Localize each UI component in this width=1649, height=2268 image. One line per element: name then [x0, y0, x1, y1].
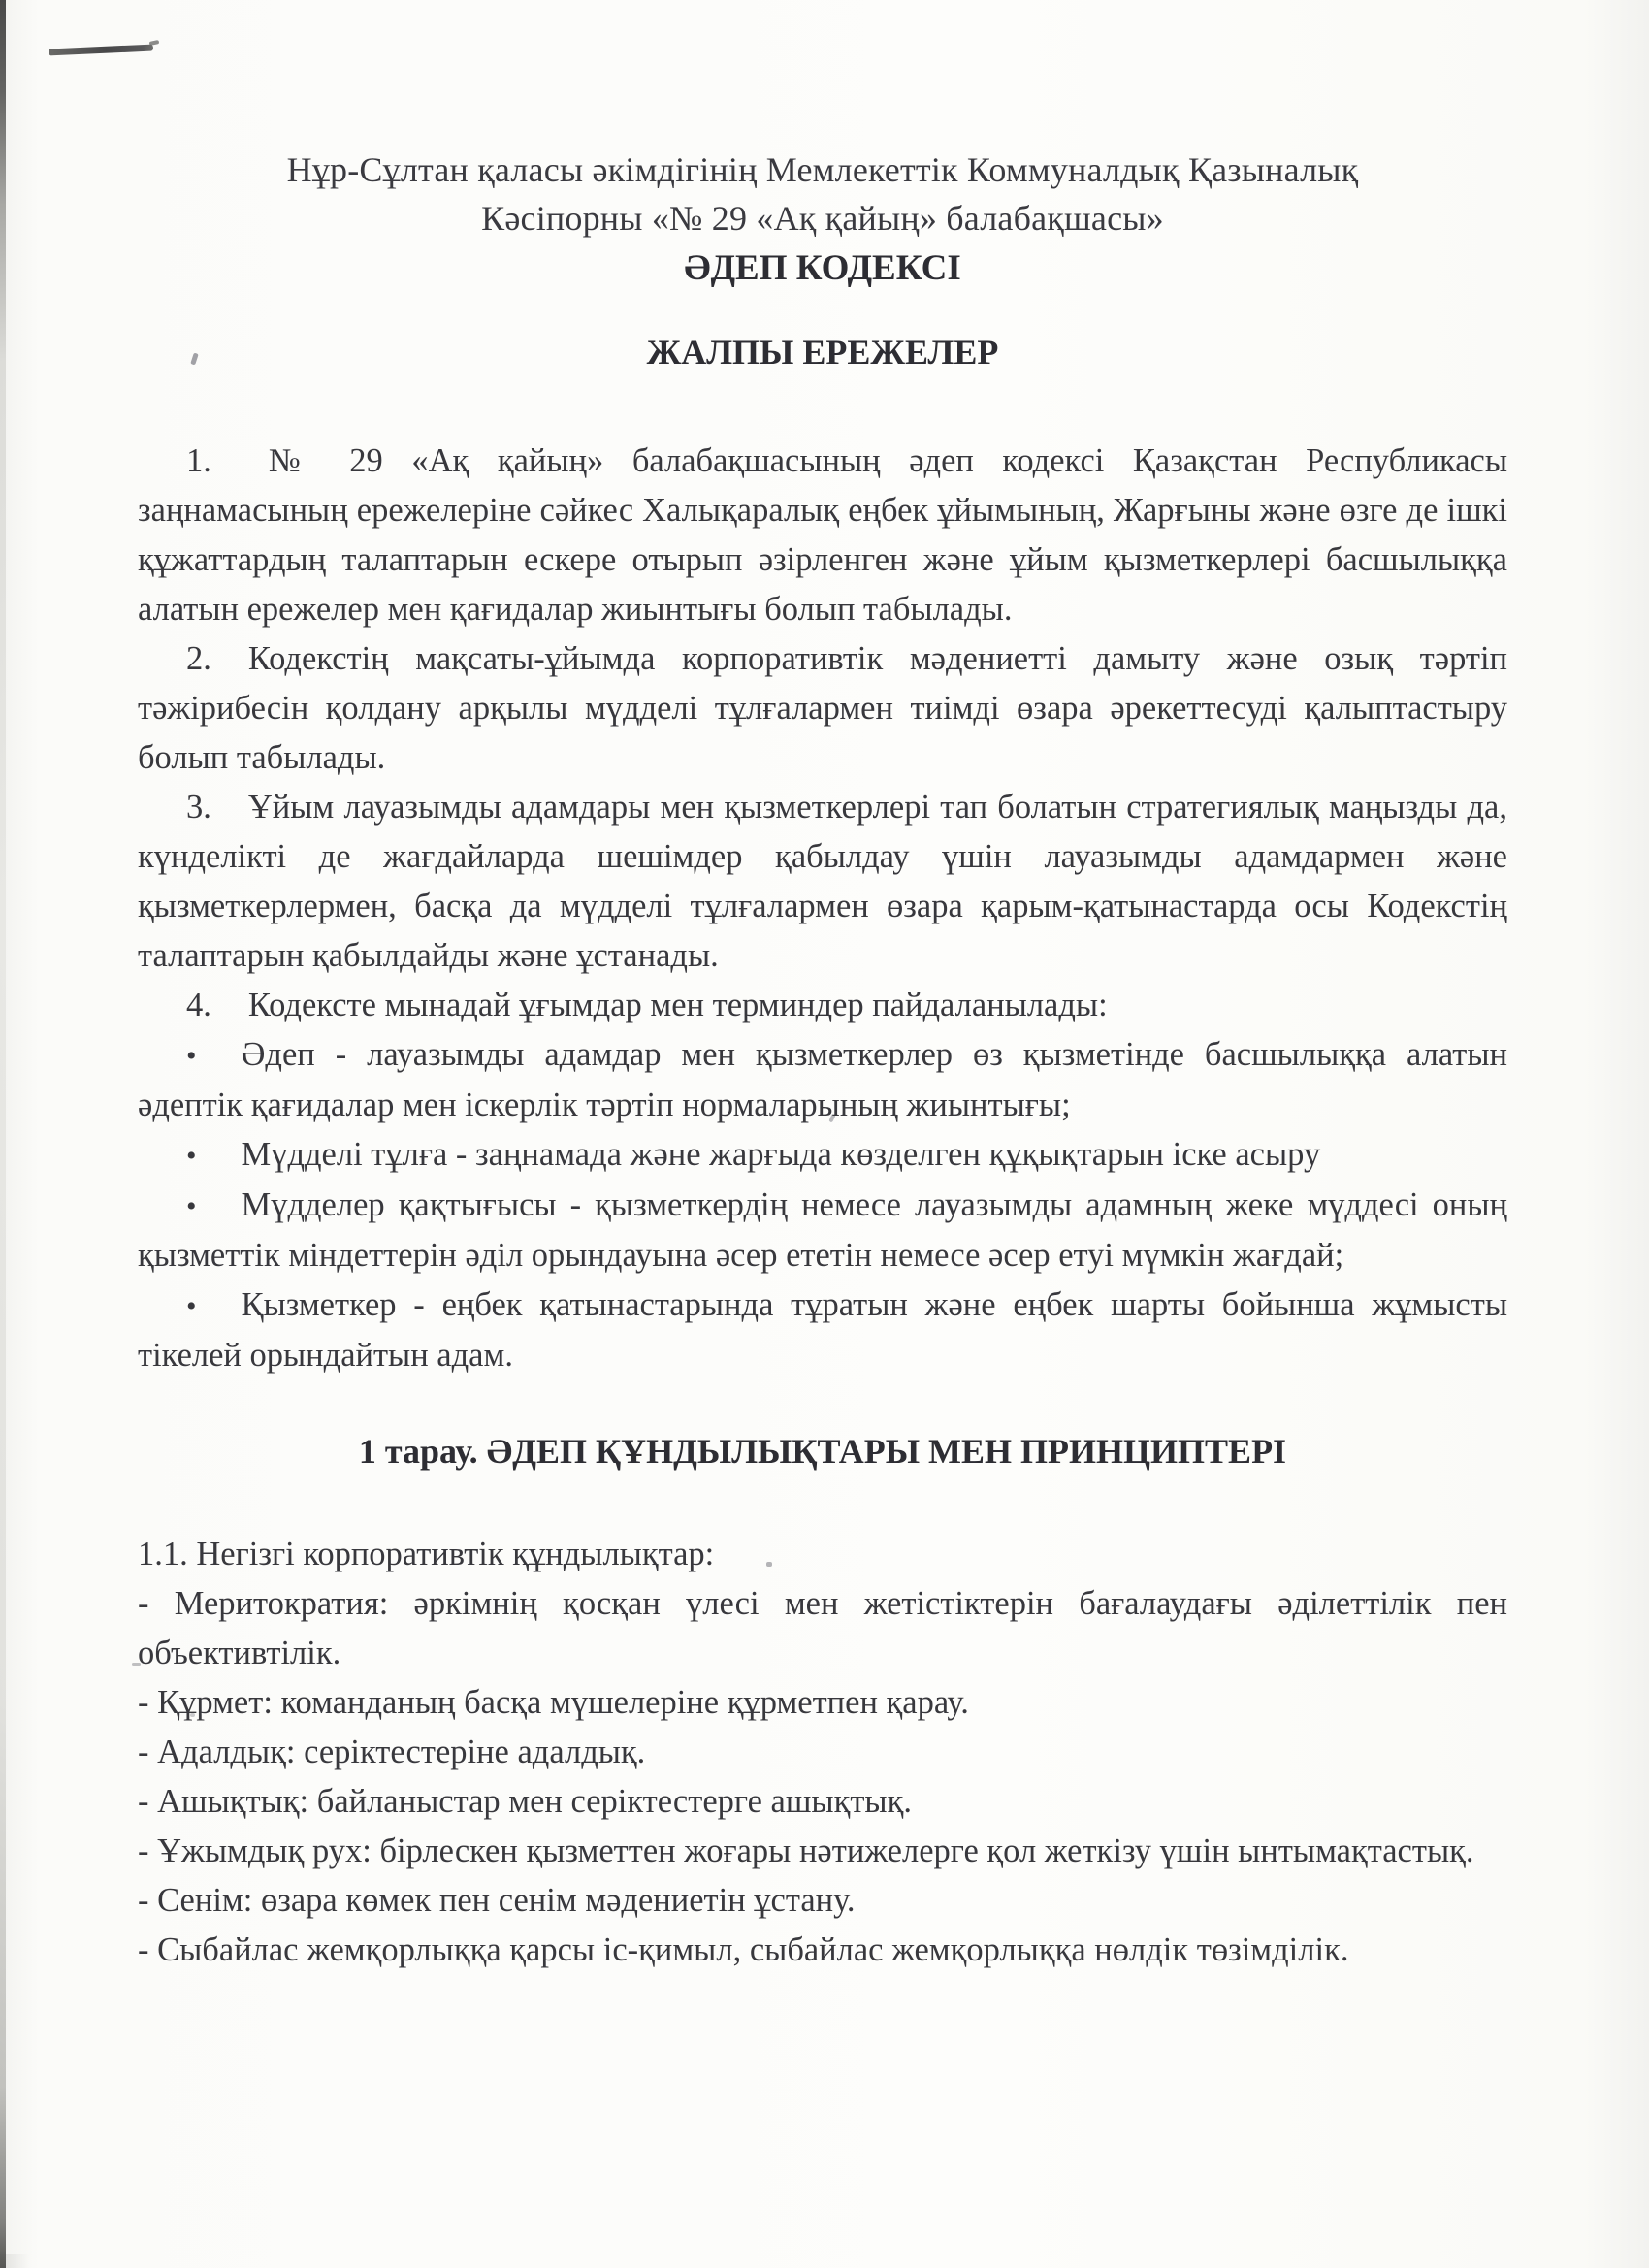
- numbered-paragraph: [138, 437, 1507, 634]
- definition-item: [138, 1280, 1507, 1380]
- chapter-1-heading: 1 тарау. ӘДЕП ҚҰНДЫЛЫҚТАРЫ МЕН ПРИНЦИПТЕРІ: [358, 1432, 1287, 1471]
- bullet-icon: •: [186, 1190, 197, 1222]
- definition-text: Әдеп - лауазымды адамдар мен қызметкерлер өз қызметінде басшылыққа алатын әдептік қағидалар мен іскерлік тәртіп нормаларының жиынтығы;: [138, 1036, 1507, 1123]
- bullet-icon: •: [186, 1290, 197, 1322]
- organization-name-line2: Кәсіпорны «№ 29 «Ақ қайың» балабақшасы»: [481, 199, 1164, 238]
- value-item: - Құрмет: команданың басқа мүшелеріне құрметпен қарау.: [138, 1684, 969, 1721]
- corporate-values-list: [138, 1530, 1507, 1975]
- document-header: [138, 146, 1507, 293]
- numbered-paragraph: [138, 981, 1507, 1030]
- document-content: [138, 146, 1507, 1975]
- paragraph-text: Кодекстің мақсаты-ұйымда корпоративтік мәдениетті дамыту және озық тәртіп тәжірибесін қолдану арқылы мүдделі тұлғалармен тиімді өзара әрекеттесуді қалыптастыру болып табылады.: [138, 640, 1507, 776]
- scan-corner-artifact: [0, 2254, 29, 2268]
- value-item: - Меритократия: әркімнің қосқан үлесі мен жетістіктерін бағалаудағы әділеттілік пен объективтілік.: [138, 1585, 1507, 1671]
- value-item: - Адалдық: серіктестеріне адалдық.: [138, 1733, 646, 1770]
- general-provisions-body: [138, 437, 1507, 1380]
- paragraph-number: 2.: [186, 640, 211, 677]
- definition-item: [138, 1181, 1507, 1280]
- values-intro: 1.1. Негізгі корпоративтік құндылықтар:: [138, 1536, 715, 1572]
- paragraph-text: Кодексте мынадай ұғымдар мен терминдер пайдаланылады:: [247, 987, 1108, 1023]
- definition-item: [138, 1130, 1507, 1181]
- paragraph-number: 3.: [186, 789, 211, 826]
- section-heading-general: ЖАЛПЫ ЕРЕЖЕЛЕР: [646, 333, 999, 372]
- paragraph-text: Ұйым лауазымды адамдары мен қызметкерлері тап болатын стратегиялық маңызды да, күнделікті де жағдайларда шешімдер қабылдау үшін лауазымды адамдармен және қызметкерлермен, басқа да мүдделі тұлғалармен өзара қарым-қатынастарда осы Кодекстің талаптарын қабылдайды және ұстанады.: [138, 789, 1507, 974]
- definition-text: Мүдделер қақтығысы - қызметкердің немесе лауазымды адамның жеке мүддесі оның қызметтік міндеттерін әділ орындауына әсер ететін немесе әсер етуі мүмкін жағдай;: [138, 1186, 1507, 1274]
- value-item: - Ұжымдық рух: бірлескен қызметтен жоғары нәтижелерге қол жеткізу үшін ынтымақтастық.: [138, 1832, 1474, 1869]
- value-item: - Ашықтық: байланыстар мен серіктестерге ашықтық.: [138, 1783, 912, 1820]
- bullet-icon: •: [186, 1040, 197, 1072]
- definition-item: [138, 1030, 1507, 1130]
- value-item: - Сыбайлас жемқорлыққа қарсы іс-қимыл, сыбайлас жемқорлыққа нөлдік төзімділік.: [138, 1931, 1349, 1968]
- numbered-paragraph: [138, 634, 1507, 783]
- pen-stroke-mark: [48, 45, 153, 56]
- paragraph-number: 1.: [186, 442, 211, 479]
- numbered-paragraph: [138, 783, 1507, 981]
- value-item: - Сенім: өзара көмек пен сенім мәдениетін ұстану.: [138, 1882, 856, 1919]
- organization-name-line1: Нұр-Сұлтан қаласы әкімдігінің Мемлекеттік Коммуналдық Қазыналық: [286, 150, 1359, 189]
- bullet-icon: •: [186, 1140, 197, 1172]
- definition-text: Қызметкер - еңбек қатынастарында тұратын және еңбек шарты бойынша жұмысты тікелей орындайтын адам.: [138, 1286, 1507, 1374]
- scan-edge-artifact: [0, 0, 6, 2268]
- paragraph-text: № 29 «Ақ қайың» балабақшасының әдеп кодексі Қазақстан Республикасы заңнамасының ережелеріне сәйкес Халықаралық еңбек ұйымының, Жарғыны және өзге де ішкі құжаттардың талаптарын ескере отырып әзірленген және ұйым қызметкерлері басшылыққа алатын ережелер мен қағидалар жиынтығы болып табылады.: [138, 442, 1507, 628]
- document-title: ӘДЕП КОДЕКСІ: [684, 248, 961, 288]
- pen-stroke-mark-tip: [149, 40, 160, 46]
- paragraph-number: 4.: [186, 987, 211, 1023]
- definition-text: Мүдделі тұлға - заңнамада және жарғыда көзделген құқықтарын іске асыру: [241, 1136, 1321, 1173]
